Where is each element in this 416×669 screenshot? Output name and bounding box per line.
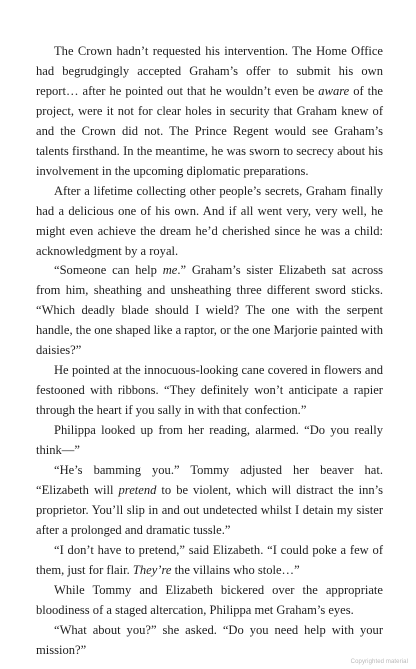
paragraph: “He’s bamming you.” Tommy adjusted her beaver hat. “Elizabeth will pretend to be violent, which will distract the inn’s proprietor. You’ll slip in and out undetected whilst I detain my sister after a prolonged and dramatic tussle.”	[36, 463, 383, 537]
paragraph: “What about you?” she asked. “Do you need help with your mission?”	[36, 622, 383, 657]
paragraph: “Someone can help me.” Graham’s sister Elizabeth sat across from him, sheathing and unsheathing three different sword sticks. “Which deadly blade should I wield? The one with the serpent handle, the one shaped like a raptor, or the one Marjorie painted with daisies?”	[36, 263, 383, 358]
paragraph: He pointed at the innocuous-looking cane covered in flowers and festooned with ribbons. “They definitely won’t anticipate a rapier through the heart if you sally in with that confection.”	[36, 363, 383, 418]
paragraph: The Crown hadn’t requested his intervention. The Home Office had begrudgingly accepted Graham’s offer to submit his own report… after he pointed out that he wouldn’t even be aware of the project, were it not for clear holes in security that Graham knew of and the Crown did not. The Prince Regent would see Graham’s talents firsthand. In the meantime, he was sworn to secrecy about his involvement in the upcoming diplomatic preparations.	[36, 44, 383, 178]
paragraph: While Tommy and Elizabeth bickered over the appropriate bloodiness of a staged altercation, Philippa met Graham’s eyes.	[36, 582, 383, 617]
book-page-text	[36, 42, 383, 661]
paragraph: After a lifetime collecting other people’s secrets, Graham finally had a delicious one of his own. And if all went very, very well, he might even achieve the dream he’d cherished since he was a child: acknowledgment by a royal.	[36, 183, 383, 258]
paragraph: “I don’t have to pretend,” said Elizabeth. “I could poke a few of them, just for flair. They’re the villains who stole…”	[36, 542, 383, 577]
copyright-watermark: Copyrighted material	[350, 659, 408, 665]
paragraph: Philippa looked up from her reading, alarmed. “Do you really think—”	[36, 423, 383, 458]
